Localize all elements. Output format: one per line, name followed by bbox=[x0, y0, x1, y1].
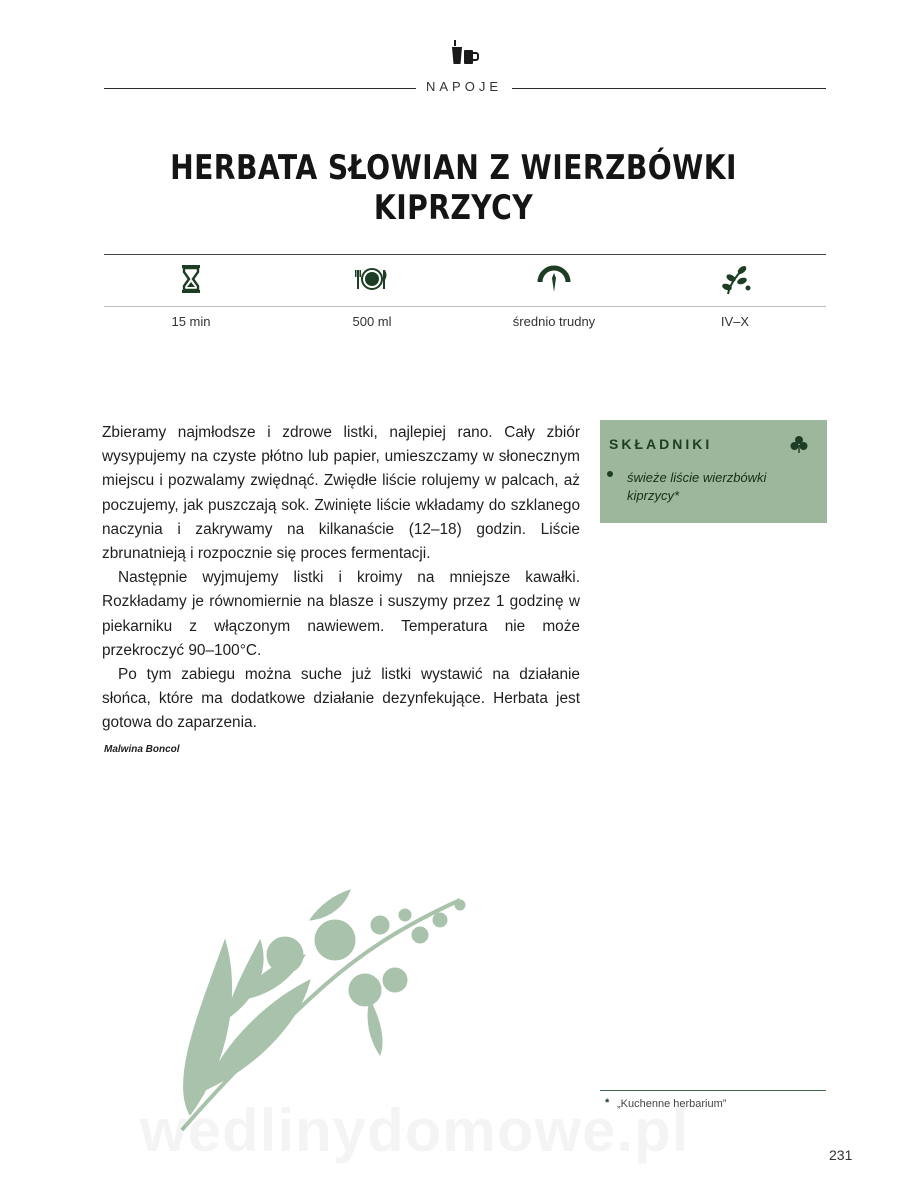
ingredient-item: świeże liście wierzbówki kiprzycy* bbox=[627, 470, 767, 503]
footnote-marker: * bbox=[605, 1097, 610, 1109]
instruction-paragraph: Po tym zabiegu można suche już listki wystawić na działanie słońca, które ma dodatkowe działanie dezynfekujące. Herbata jest gotowa do zaparzenia. bbox=[102, 666, 580, 732]
info-difficulty-value: średnio trudny bbox=[512, 314, 596, 329]
info-season-value: IV–X bbox=[720, 314, 750, 329]
info-difficulty bbox=[464, 262, 644, 329]
page-number: 231 bbox=[829, 1147, 853, 1163]
section-divider-right bbox=[512, 88, 826, 89]
recipe-title: HERBATA SŁOWIAN Z WIERZBÓWKI KIPRZYCY bbox=[170, 148, 737, 228]
instruction-paragraph: Następnie wyjmujemy listki i kroimy na mniejsze kawałki. Rozkładamy je równomiernie na blasze i suszymy przez 1 godzinę w piekarniku z włączonym nawiewem. Temperatura nie może przekroczyć 90–100°C. bbox=[102, 569, 580, 659]
drinks-icon bbox=[446, 38, 482, 66]
section-divider-left bbox=[104, 88, 416, 89]
info-yield bbox=[282, 262, 462, 329]
ingredient-bullet bbox=[607, 471, 613, 477]
instruction-paragraph: Zbieramy najmłodsze i zdrowe listki, najlepiej rano. Cały zbiór wysypujemy na czyste płótno lub papier, umieszczamy w słonecznym miejscu i pozwalamy zwiędnąć. Zwiędłe liście rolujemy w palcach, aż poczujemy, jak puszczają sok. Zwinięte liście wkładamy do szklanego naczynia i zakrywamy na kilkanaście (12–18) godzin. Liście zbrunatnieją i rozpocznie się proces fermentacji. bbox=[102, 424, 580, 563]
footnote-rule bbox=[600, 1090, 826, 1091]
info-bar-top-rule bbox=[104, 254, 826, 255]
ingredients-title: SKŁADNIKI bbox=[609, 436, 713, 452]
watermark bbox=[140, 1096, 689, 1165]
difficulty-gauge-icon bbox=[537, 262, 571, 296]
info-bar-divider bbox=[104, 306, 826, 307]
info-time-value: 15 min bbox=[171, 314, 211, 329]
clover-icon bbox=[790, 435, 808, 453]
footnote-text: „Kuchenne herbarium” bbox=[617, 1098, 727, 1110]
info-time bbox=[101, 262, 281, 329]
info-season bbox=[645, 262, 825, 329]
info-yield-value: 500 ml bbox=[352, 314, 392, 329]
recipe-instructions bbox=[102, 421, 580, 736]
plate-cutlery-icon bbox=[355, 262, 389, 296]
section-label: NAPOJE bbox=[425, 79, 502, 94]
herb-sprig-icon bbox=[718, 262, 752, 296]
recipe-author: Malwina Boncol bbox=[104, 744, 180, 755]
hourglass-icon bbox=[174, 262, 208, 296]
